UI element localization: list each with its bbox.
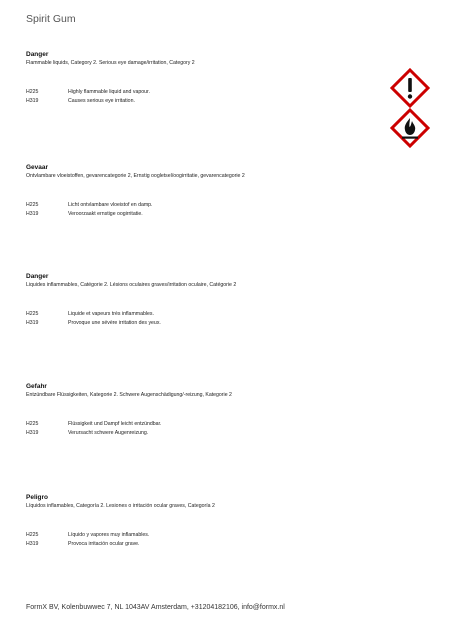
hazard-code: H225 <box>26 202 39 208</box>
hazard-text: Provoque une sévère irritation des yeux. <box>68 320 161 326</box>
hazard-statement <box>26 201 326 210</box>
flame-icon <box>390 108 430 148</box>
hazard-text: Veroorzaakt ernstige oogirritatie. <box>68 211 143 217</box>
hazard-text: Flüssigkeit und Dampf leicht entzündbar. <box>68 421 162 427</box>
hazard-code: H319 <box>26 98 39 104</box>
hazard-code: H225 <box>26 311 39 317</box>
hazard-code: H225 <box>26 89 39 95</box>
hazard-section-es <box>26 494 326 549</box>
hazard-section-nl <box>26 164 326 219</box>
hazard-code: H319 <box>26 541 39 547</box>
hazard-statement <box>26 531 326 540</box>
hazard-text: Provoca irritación ocular grave. <box>68 541 140 547</box>
classification-text: Liquides inflammables, Catégorie 2. Lésions oculaires graves/irritation oculaire, Catégorie 2 <box>26 282 237 288</box>
signal-word: Gefahr <box>26 383 47 390</box>
hazard-statement <box>26 319 326 328</box>
document-title: Spirit Gum <box>26 13 76 25</box>
signal-word: Peligro <box>26 494 49 501</box>
hazard-text: Verursacht schwere Augenreizung. <box>68 430 149 436</box>
hazard-statement <box>26 429 326 438</box>
hazard-statement <box>26 210 326 219</box>
signal-word: Danger <box>26 273 49 280</box>
hazard-statement <box>26 97 326 106</box>
hazard-statement <box>26 420 326 429</box>
classification-text: Líquidos inflamables, Categoría 2. Lesiones o irritación ocular graves, Categoría 2 <box>26 503 215 509</box>
footer-contact: FormX BV, Kolenbuwwec 7, NL 1043AV Amsterdam, +31204182106, info@formx.nl <box>26 604 285 611</box>
hazard-code: H225 <box>26 532 39 538</box>
hazard-statement <box>26 540 326 549</box>
hazard-code: H319 <box>26 211 39 217</box>
classification-text: Entzündbare Flüssigkeiten, Kategorie 2. Schwere Augenschädigung/-reizung, Kategorie 2 <box>26 392 232 398</box>
hazard-text: Líquido y vapores muy inflamables. <box>68 532 150 538</box>
hazard-section-de <box>26 383 326 438</box>
hazard-text: Highly flammable liquid and vapour. <box>68 89 150 95</box>
hazard-text: Liquide et vapeurs très inflammables. <box>68 311 154 317</box>
hazard-code: H225 <box>26 421 39 427</box>
hazard-code: H319 <box>26 320 39 326</box>
hazard-section-en <box>26 51 326 106</box>
classification-text: Flammable liquids, Category 2. Serious eye damage/irritation, Category 2 <box>26 60 195 66</box>
hazard-statement <box>26 88 326 97</box>
hazard-code: H319 <box>26 430 39 436</box>
signal-word: Danger <box>26 51 49 58</box>
hazard-section-fr <box>26 273 326 328</box>
hazard-text: Licht ontvlambare vloeistof en damp. <box>68 202 153 208</box>
hazard-text: Causes serious eye irritation. <box>68 98 135 104</box>
signal-word: Gevaar <box>26 164 49 171</box>
exclamation-mark-icon <box>390 68 430 108</box>
classification-text: Ontvlambare vloeistoffen, gevarencategorie 2, Ernstig oogletsel/oogirritatie, gevarencategorie 2 <box>26 173 245 179</box>
hazard-statement <box>26 310 326 319</box>
